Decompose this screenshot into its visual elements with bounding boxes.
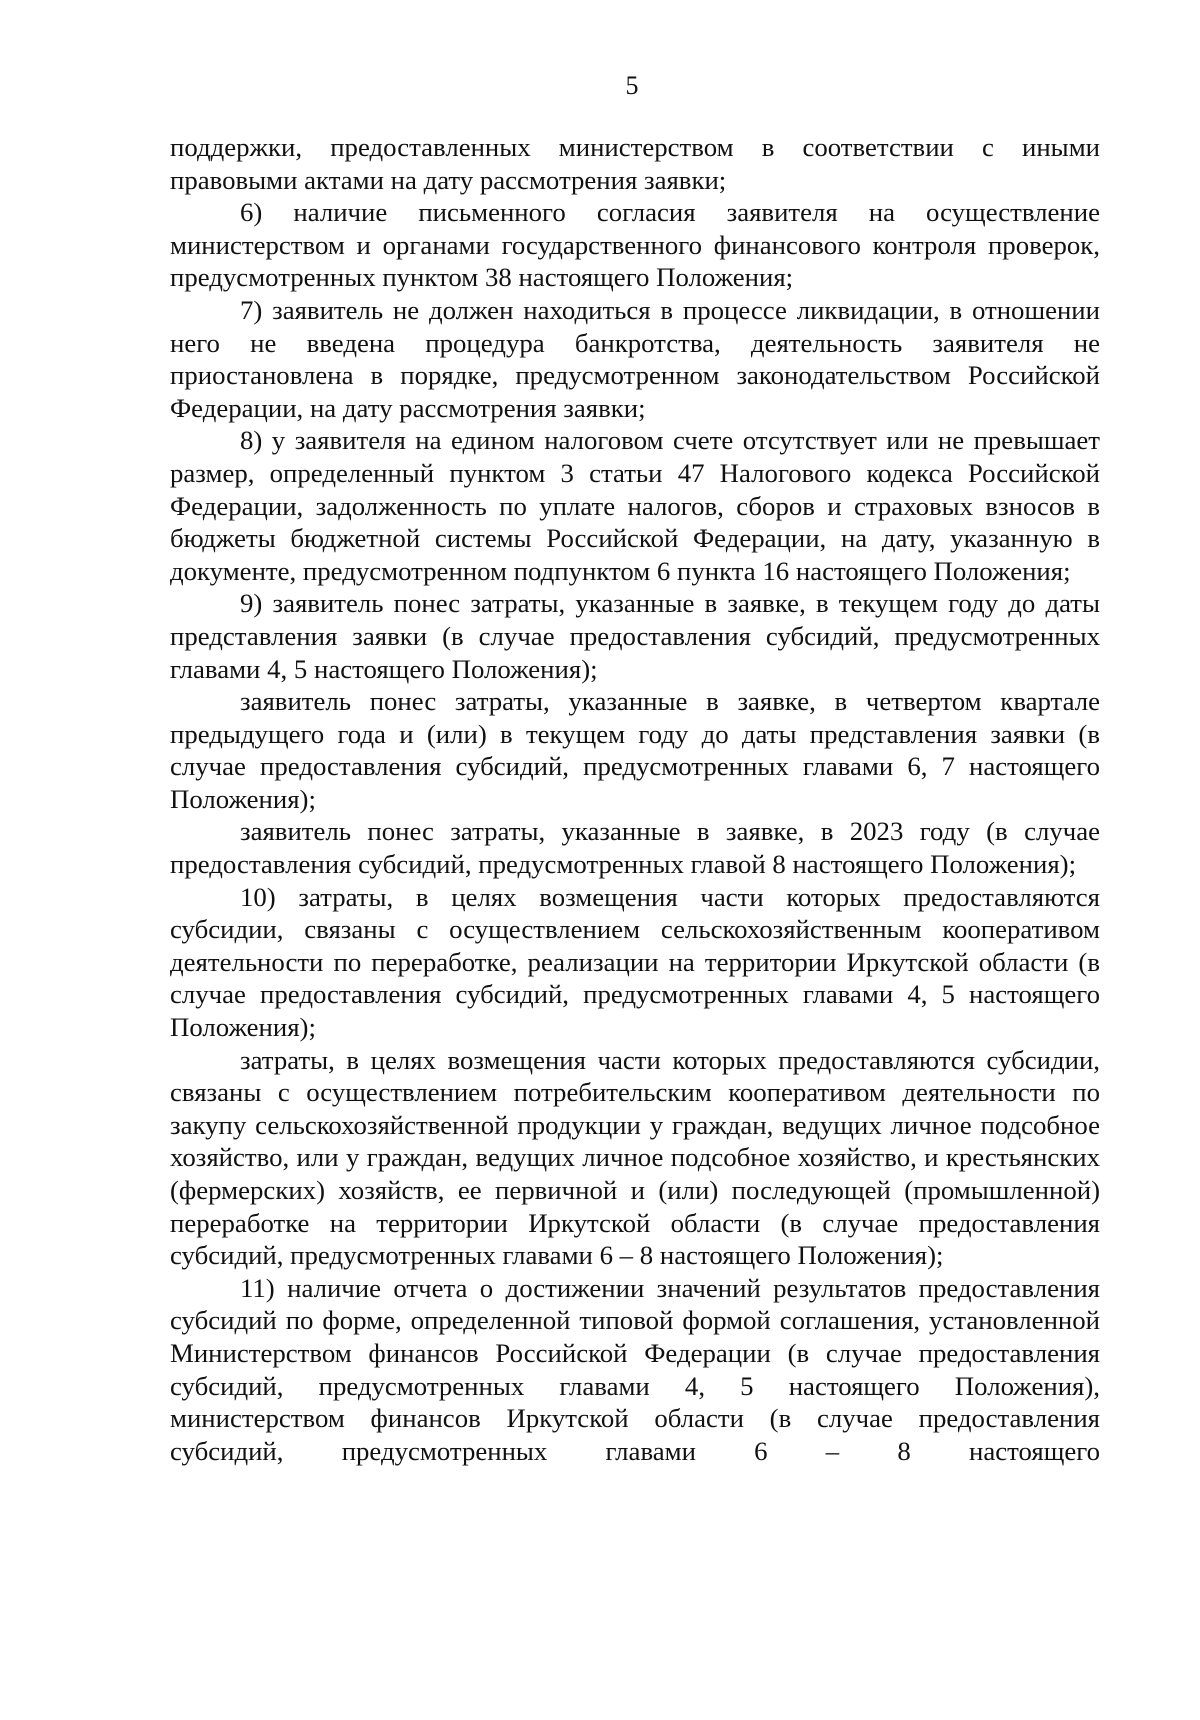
paragraph-item-10: 10) затраты, в целях возмещения части которых предоставляются субсидии, связаны с осуществлением сельскохозяйственным кооперативом деятельности по переработке, реализации на территории Иркутской области (в случае предоставления субсидий, предусмотренных главами 4, 5 настоящего Положения); — [170, 881, 1100, 1043]
document-body — [170, 131, 1100, 1467]
paragraph-item-6: 6) наличие письменного согласия заявителя на осуществление министерством и органами государственного финансового контроля проверок, предусмотренных пунктом 38 настоящего Положения; — [170, 197, 1100, 293]
paragraph-item-11: 11) наличие отчета о достижении значений результатов предоставления субсидий по форме, определенной типовой формой соглашения, установленной Министерством финансов Российской Федерации (в случае предоставления субсидий, предусмотренных главами 4, 5 настоящего Положения), министерством финансов Иркутской области (в случае предоставления субсидий, предусмотренных главами 6 – 8 настоящего — [170, 1272, 1100, 1466]
paragraph-item-10-part-2: затраты, в целях возмещения части которых предоставляются субсидии, связаны с осуществлением потребительским кооперативом деятельности по закупу сельскохозяйственной продукции у граждан, ведущих личное подсобное хозяйство, или у граждан, ведущих личное подсобное хозяйство, и крестьянских (фермерских) хозяйств, ее первичной и (или) последующей (промышленной) переработке на территории Иркутской области (в случае предоставления субсидий, предусмотренных главами 6 – 8 настоящего Положения); — [170, 1044, 1100, 1271]
paragraph-item-9: 9) заявитель понес затраты, указанные в заявке, в текущем году до даты представления заявки (в случае предоставления субсидий, предусмотренных главами 4, 5 настоящего Положения); — [170, 588, 1100, 684]
paragraph-item-8: 8) у заявителя на едином налоговом счете отсутствует или не превышает размер, определенный пунктом 3 статьи 47 Налогового кодекса Российской Федерации, задолженность по уплате налогов, сборов и страховых взносов в бюджеты бюджетной системы Российской Федерации, на дату, указанную в документе, предусмотренном подпунктом 6 пункта 16 настоящего Положения; — [170, 425, 1100, 586]
page-number: 5 — [625, 71, 639, 100]
paragraph-item-9-part-3: заявитель понес затраты, указанные в заявке, в 2023 году (в случае предоставления субсидий, предусмотренных главой 8 настоящего Положения); — [170, 816, 1100, 880]
paragraph-item-9-part-2: заявитель понес затраты, указанные в заявке, в четвертом квартале предыдущего года и (или) в текущем году до даты представления заявки (в случае предоставления субсидий, предусмотренных главами 6, 7 настоящего Положения); — [170, 686, 1100, 814]
paragraph-continuation: поддержки, предоставленных министерством в соответствии с иными правовыми актами на дату рассмотрения заявки; — [170, 132, 1100, 195]
paragraph-item-7: 7) заявитель не должен находиться в процессе ликвидации, в отношении него не введена процедура банкротства, деятельность заявителя не приостановлена в порядке, предусмотренном законодательством Российской Федерации, на дату рассмотрения заявки; — [170, 294, 1100, 423]
